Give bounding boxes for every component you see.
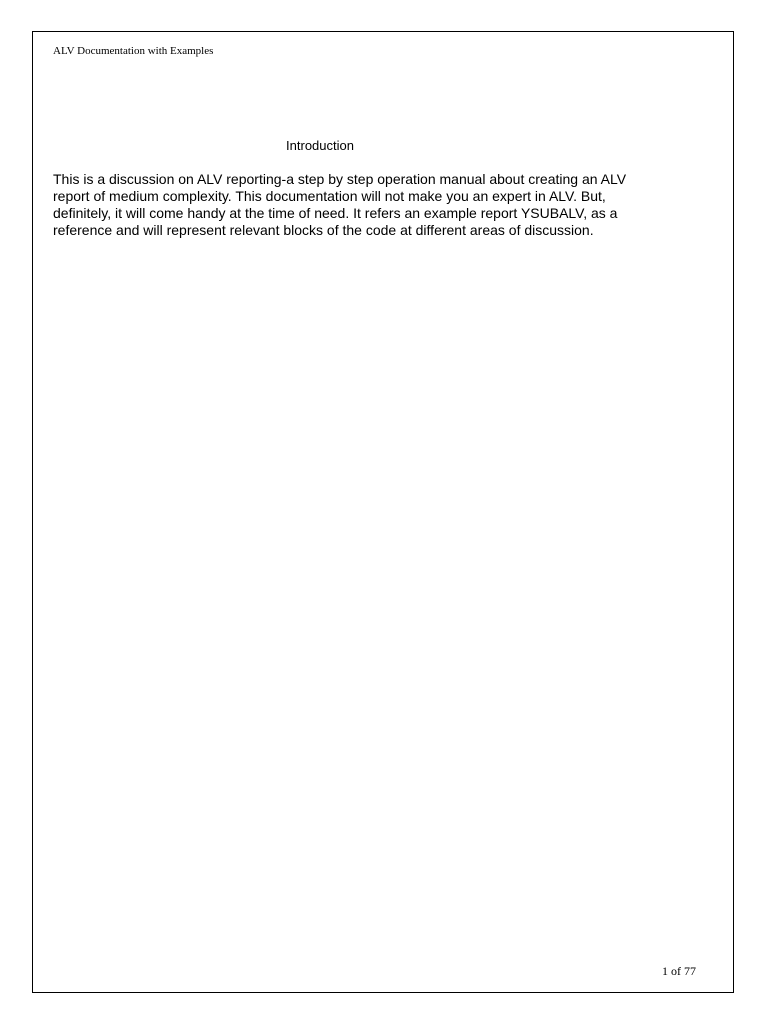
- paragraph-line: definitely, it will come handy at the time of need. It refers an example report YSUBALV, as a: [53, 205, 618, 221]
- introduction-paragraph: [53, 171, 733, 239]
- paragraph-line: report of medium complexity. This documentation will not make you an expert in ALV. But,: [53, 188, 606, 204]
- paragraph-line: This is a discussion on ALV reporting-a step by step operation manual about creating an ALV: [53, 171, 627, 187]
- paragraph-line: reference and will represent relevant blocks of the code at different areas of discussion.: [53, 222, 594, 238]
- page-number: 1 of 77: [662, 964, 696, 978]
- section-title: Introduction: [286, 138, 354, 153]
- running-header: ALV Documentation with Examples: [53, 45, 214, 57]
- document-page: [32, 31, 734, 993]
